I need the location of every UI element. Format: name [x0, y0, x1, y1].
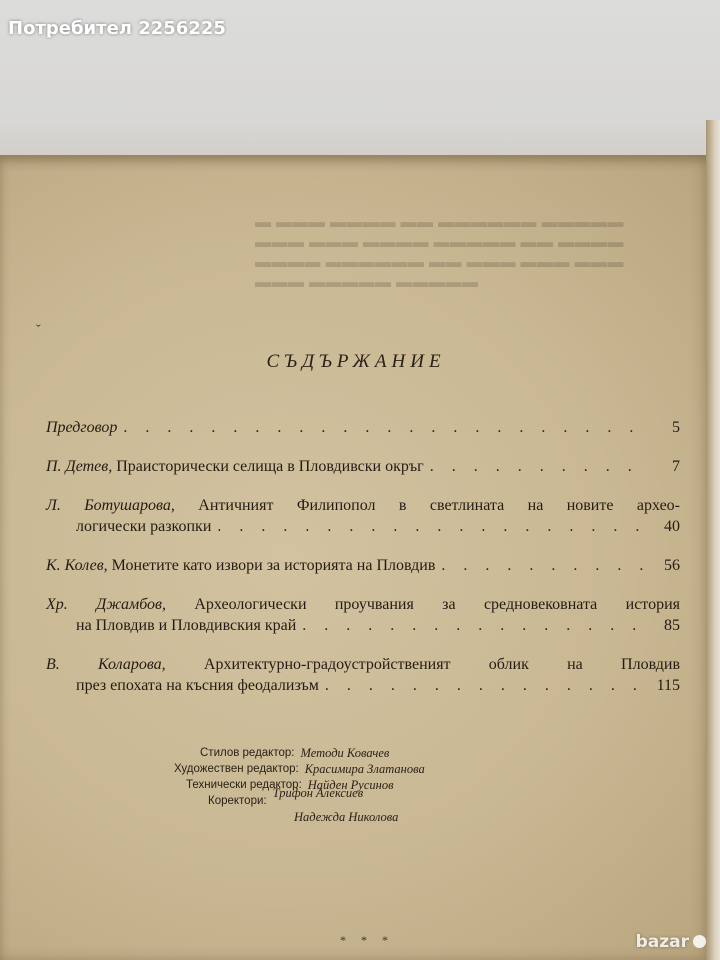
dot-leader: [302, 615, 648, 636]
toc-entry-author: Хр. Джамбов,: [46, 596, 166, 613]
toc-entry-title: Архитектурно-градоустройственият облик на Пловдив: [203, 656, 680, 673]
table-of-contents: [46, 417, 680, 714]
credit-row: [288, 809, 560, 825]
toc-entry-page: 115: [656, 677, 680, 694]
toc-entry: [46, 495, 680, 537]
credit-role: Коректори:: [208, 795, 267, 807]
page-mark: ˇ: [36, 323, 41, 338]
footer-stars: * * *: [340, 933, 394, 947]
credit-role: Художествен редактор:: [174, 763, 299, 775]
credit-row: [174, 761, 560, 777]
toc-entry: [46, 594, 680, 636]
toc-entry-title: Монетите като извори за историята на Пловдив: [111, 557, 436, 574]
toc-entry-title: Археологически проучвания за средновековната история: [194, 596, 680, 613]
toc-entry-page: 5: [672, 419, 680, 436]
dot-leader: [325, 675, 648, 696]
toc-entry: [46, 417, 680, 438]
credit-role: Стилов редактор:: [200, 747, 295, 759]
dot-leader: [441, 555, 648, 576]
toc-entry-author: П. Детев,: [46, 458, 113, 475]
toc-entry-page: 40: [664, 518, 680, 535]
toc-entry-continuation: на Пловдив и Пловдивския край: [76, 617, 297, 634]
credit-row: [208, 786, 560, 809]
credits-block: [174, 745, 560, 825]
bleed-through-text: ▬ ▬▬▬ ▬▬▬▬ ▬▬ ▬▬▬▬▬▬ ▬▬▬▬▬ ▬▬▬ ▬▬▬ ▬▬▬▬ ▬▬▬▬▬ ▬▬ ▬▬▬▬ ▬▬▬▬ ▬▬▬▬▬▬ ▬▬ ▬▬▬ ▬▬▬ ▬▬▬ ▬▬▬ ▬▬▬▬▬ ▬▬▬▬▬: [255, 214, 624, 291]
book-page: [0, 155, 712, 960]
credit-name: Методи Ковачев: [300, 746, 390, 760]
credit-name: Красимира Златанова: [304, 762, 425, 776]
toc-entry: [46, 555, 680, 576]
toc-entry: [46, 456, 680, 477]
credit-name: Трифон Алексиев: [272, 786, 364, 800]
page-edge: [706, 120, 720, 960]
toc-entry-continuation: през епохата на късния феодализъм: [76, 677, 319, 694]
toc-entry-page: 56: [664, 557, 680, 574]
credit-row: [186, 777, 560, 793]
toc-entry-author: К. Колев,: [46, 557, 108, 574]
user-label: Потребител 2256225: [8, 18, 226, 39]
toc-entry-author: Л. Ботушарова,: [46, 497, 175, 514]
dot-leader: [217, 516, 648, 537]
toc-entry: [46, 654, 680, 696]
toc-entry-author: В. Коларова,: [46, 656, 166, 673]
credit-name: Найден Русинов: [307, 778, 394, 792]
credit-row: [200, 745, 560, 761]
watermark-logo-icon: [693, 935, 706, 948]
toc-entry-title: Предговор: [46, 419, 118, 436]
toc-entry-continuation: логически разкопки: [76, 518, 212, 535]
dot-leader: [123, 417, 648, 438]
dot-leader: [430, 456, 648, 477]
toc-title: СЪДЪРЖАНИЕ: [266, 351, 446, 372]
credit-name: Надежда Николова: [294, 810, 399, 824]
toc-entry-page: 7: [672, 458, 680, 475]
toc-entry-page: 85: [664, 617, 680, 634]
toc-entry-title: Праисторически селища в Пловдивски окръг: [116, 458, 424, 475]
credit-role: Технически редактор:: [186, 779, 302, 791]
watermark: bazar: [636, 932, 706, 952]
toc-entry-title: Античният Филипопол в светлината на новите архео-: [198, 497, 681, 514]
